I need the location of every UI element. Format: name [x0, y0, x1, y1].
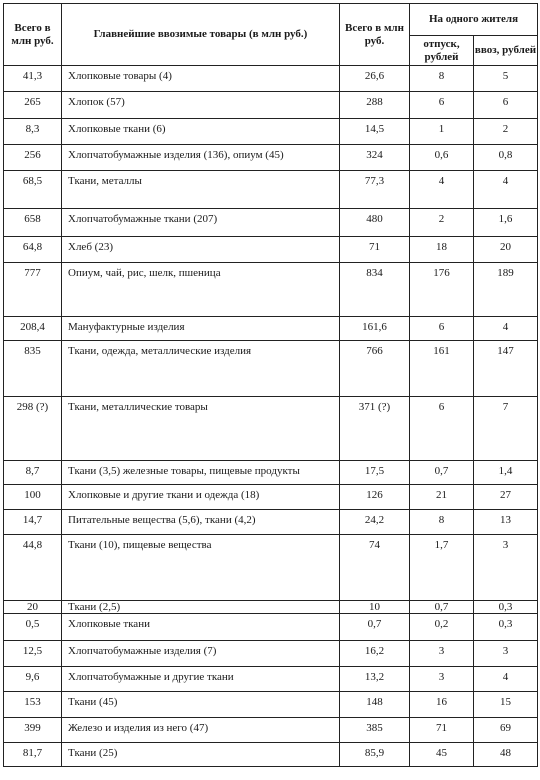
cell-import: 27 [474, 485, 538, 510]
cell-goods: Ткани, металлы [62, 171, 340, 209]
cell-release: 0,7 [410, 461, 474, 485]
cell-release: 45 [410, 743, 474, 767]
cell-import: 5 [474, 66, 538, 92]
cell-release: 6 [410, 397, 474, 461]
cell-total-right: 834 [340, 263, 410, 317]
cell-total-right: 324 [340, 145, 410, 171]
cell-release: 1,7 [410, 535, 474, 601]
cell-release: 0,6 [410, 145, 474, 171]
table-row [4, 718, 538, 743]
cell-goods: Хлопковые товары (4) [62, 66, 340, 92]
cell-goods: Ткани (25) [62, 743, 340, 767]
cell-import: 2 [474, 119, 538, 145]
cell-import: 69 [474, 718, 538, 743]
cell-total-left: 256 [4, 145, 62, 171]
cell-import: 4 [474, 667, 538, 692]
cell-total-right: 85,9 [340, 743, 410, 767]
cell-total-right: 480 [340, 209, 410, 237]
header-release: отпуск, рублей [410, 36, 474, 66]
cell-total-right: 10 [340, 601, 410, 614]
cell-import: 4 [474, 171, 538, 209]
cell-total-right: 14,5 [340, 119, 410, 145]
cell-total-left: 64,8 [4, 237, 62, 263]
cell-release: 8 [410, 510, 474, 535]
cell-import: 0,8 [474, 145, 538, 171]
cell-total-left: 41,3 [4, 66, 62, 92]
cell-total-right: 71 [340, 237, 410, 263]
cell-goods: Опиум, чай, рис, шелк, пшеница [62, 263, 340, 317]
cell-total-left: 208,4 [4, 317, 62, 341]
header-goods: Главнейшие ввозимые товары (в млн руб.) [62, 4, 340, 66]
table-row [4, 209, 538, 237]
cell-release: 0,2 [410, 614, 474, 641]
trade-table [3, 3, 538, 767]
cell-total-right: 24,2 [340, 510, 410, 535]
cell-total-left: 68,5 [4, 171, 62, 209]
table-row [4, 171, 538, 209]
cell-release: 0,7 [410, 601, 474, 614]
cell-total-right: 371 (?) [340, 397, 410, 461]
cell-release: 3 [410, 641, 474, 667]
cell-import: 147 [474, 341, 538, 397]
cell-goods: Хлопчатобумажные изделия (7) [62, 641, 340, 667]
cell-import: 3 [474, 535, 538, 601]
table-row [4, 66, 538, 92]
table-row [4, 641, 538, 667]
cell-import: 189 [474, 263, 538, 317]
cell-import: 1,6 [474, 209, 538, 237]
table-row [4, 510, 538, 535]
table-row [4, 692, 538, 718]
cell-import: 20 [474, 237, 538, 263]
cell-release: 18 [410, 237, 474, 263]
cell-goods: Ткани (2,5) [62, 601, 340, 614]
table-row [4, 237, 538, 263]
cell-total-left: 777 [4, 263, 62, 317]
cell-goods: Хлеб (23) [62, 237, 340, 263]
cell-total-right: 0,7 [340, 614, 410, 641]
cell-import: 3 [474, 641, 538, 667]
cell-release: 4 [410, 171, 474, 209]
cell-total-right: 288 [340, 92, 410, 119]
cell-goods: Ткани, металлические товары [62, 397, 340, 461]
cell-release: 6 [410, 92, 474, 119]
cell-total-left: 658 [4, 209, 62, 237]
table-row [4, 614, 538, 641]
cell-total-right: 74 [340, 535, 410, 601]
table-row [4, 263, 538, 317]
cell-release: 71 [410, 718, 474, 743]
cell-import: 0,3 [474, 601, 538, 614]
cell-goods: Ткани (45) [62, 692, 340, 718]
cell-total-right: 161,6 [340, 317, 410, 341]
table-row [4, 601, 538, 614]
cell-total-left: 265 [4, 92, 62, 119]
table-row [4, 743, 538, 767]
cell-total-right: 148 [340, 692, 410, 718]
cell-goods: Хлопчатобумажные и другие ткани [62, 667, 340, 692]
table-row [4, 119, 538, 145]
table-row [4, 667, 538, 692]
cell-total-right: 766 [340, 341, 410, 397]
cell-release: 2 [410, 209, 474, 237]
table-row [4, 485, 538, 510]
cell-total-right: 17,5 [340, 461, 410, 485]
table-row [4, 397, 538, 461]
cell-import: 4 [474, 317, 538, 341]
cell-total-left: 835 [4, 341, 62, 397]
cell-total-left: 100 [4, 485, 62, 510]
header-total-right: Всего в млн руб. [340, 4, 410, 66]
table-row [4, 317, 538, 341]
cell-total-left: 399 [4, 718, 62, 743]
table-row [4, 92, 538, 119]
cell-total-right: 16,2 [340, 641, 410, 667]
cell-release: 1 [410, 119, 474, 145]
cell-total-right: 77,3 [340, 171, 410, 209]
cell-total-left: 153 [4, 692, 62, 718]
cell-release: 16 [410, 692, 474, 718]
cell-import: 1,4 [474, 461, 538, 485]
cell-total-left: 44,8 [4, 535, 62, 601]
cell-total-left: 0,5 [4, 614, 62, 641]
cell-goods: Ткани (10), пищевые вещества [62, 535, 340, 601]
cell-release: 8 [410, 66, 474, 92]
cell-release: 21 [410, 485, 474, 510]
table-body [4, 66, 538, 767]
cell-goods: Хлопчатобумажные ткани (207) [62, 209, 340, 237]
header-import: ввоз, рублей [474, 36, 538, 66]
cell-goods: Хлопковые и другие ткани и одежда (18) [62, 485, 340, 510]
table-row [4, 341, 538, 397]
cell-release: 6 [410, 317, 474, 341]
cell-goods: Ткани, одежда, металлические изделия [62, 341, 340, 397]
cell-total-right: 26,6 [340, 66, 410, 92]
cell-import: 13 [474, 510, 538, 535]
header-total-left: Всего в млн руб. [4, 4, 62, 66]
cell-total-left: 298 (?) [4, 397, 62, 461]
cell-total-left: 14,7 [4, 510, 62, 535]
cell-goods: Хлопок (57) [62, 92, 340, 119]
cell-import: 15 [474, 692, 538, 718]
cell-total-left: 12,5 [4, 641, 62, 667]
cell-goods: Питательные вещества (5,6), ткани (4,2) [62, 510, 340, 535]
table-row [4, 461, 538, 485]
cell-goods: Хлопковые ткани [62, 614, 340, 641]
cell-goods: Хлопковые ткани (6) [62, 119, 340, 145]
cell-goods: Ткани (3,5) железные товары, пищевые продукты [62, 461, 340, 485]
cell-total-left: 20 [4, 601, 62, 614]
table-row [4, 145, 538, 171]
table-row [4, 535, 538, 601]
cell-goods: Хлопчатобумажные изделия (136), опиум (45) [62, 145, 340, 171]
cell-import: 6 [474, 92, 538, 119]
cell-goods: Мануфактурные изделия [62, 317, 340, 341]
cell-total-left: 9,6 [4, 667, 62, 692]
cell-total-right: 385 [340, 718, 410, 743]
cell-total-left: 8,7 [4, 461, 62, 485]
cell-goods: Железо и изделия из него (47) [62, 718, 340, 743]
header-per-capita: На одного жителя [410, 4, 538, 36]
cell-total-right: 13,2 [340, 667, 410, 692]
cell-total-left: 81,7 [4, 743, 62, 767]
cell-import: 48 [474, 743, 538, 767]
cell-total-left: 8,3 [4, 119, 62, 145]
cell-release: 3 [410, 667, 474, 692]
cell-import: 0,3 [474, 614, 538, 641]
cell-import: 7 [474, 397, 538, 461]
cell-release: 176 [410, 263, 474, 317]
cell-release: 161 [410, 341, 474, 397]
cell-total-right: 126 [340, 485, 410, 510]
